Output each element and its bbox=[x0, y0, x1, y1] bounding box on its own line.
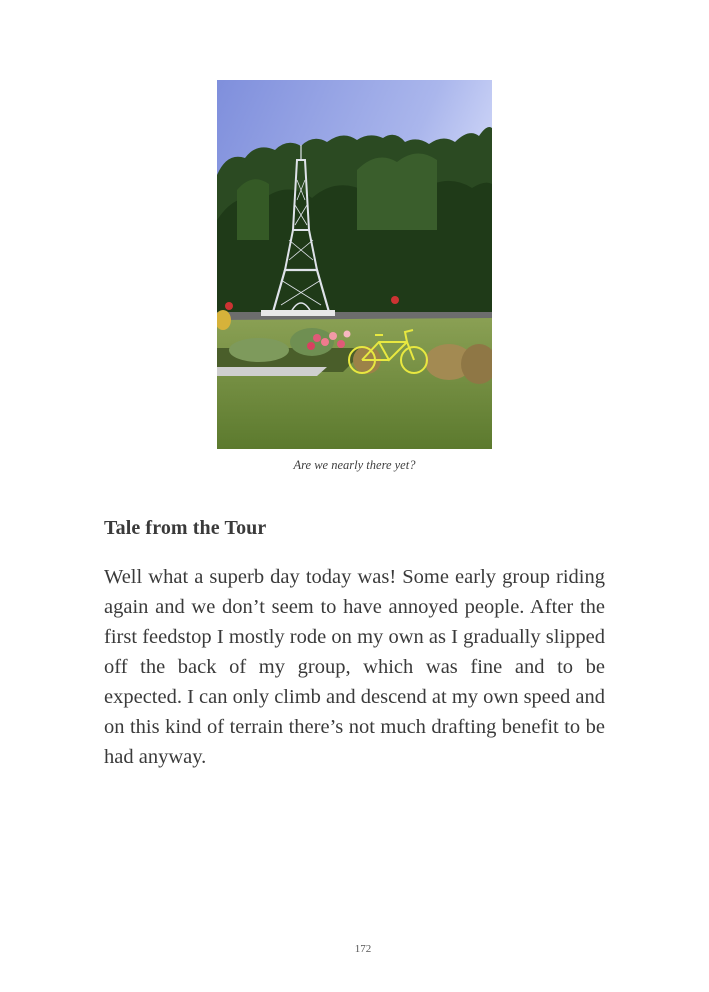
eiffel-tower-photo bbox=[217, 80, 492, 449]
photo-caption: Are we nearly there yet? bbox=[293, 458, 416, 472]
grass bbox=[217, 318, 492, 449]
section-heading: Tale from the Tour bbox=[104, 517, 267, 539]
page-number: 172 bbox=[354, 943, 372, 955]
tree-line bbox=[217, 127, 492, 325]
body-paragraph: Well what a superb day today was! Some early group riding again and we don’t seem to have annoyed people. After the first feedstop I mostly rode on my own as I gradually slipped off the back of my group, which was fine and to be expected. I can only climb and descend at my own speed and on this kind of terrain there’s not much drafting benefit to be had anyway. bbox=[104, 566, 605, 768]
